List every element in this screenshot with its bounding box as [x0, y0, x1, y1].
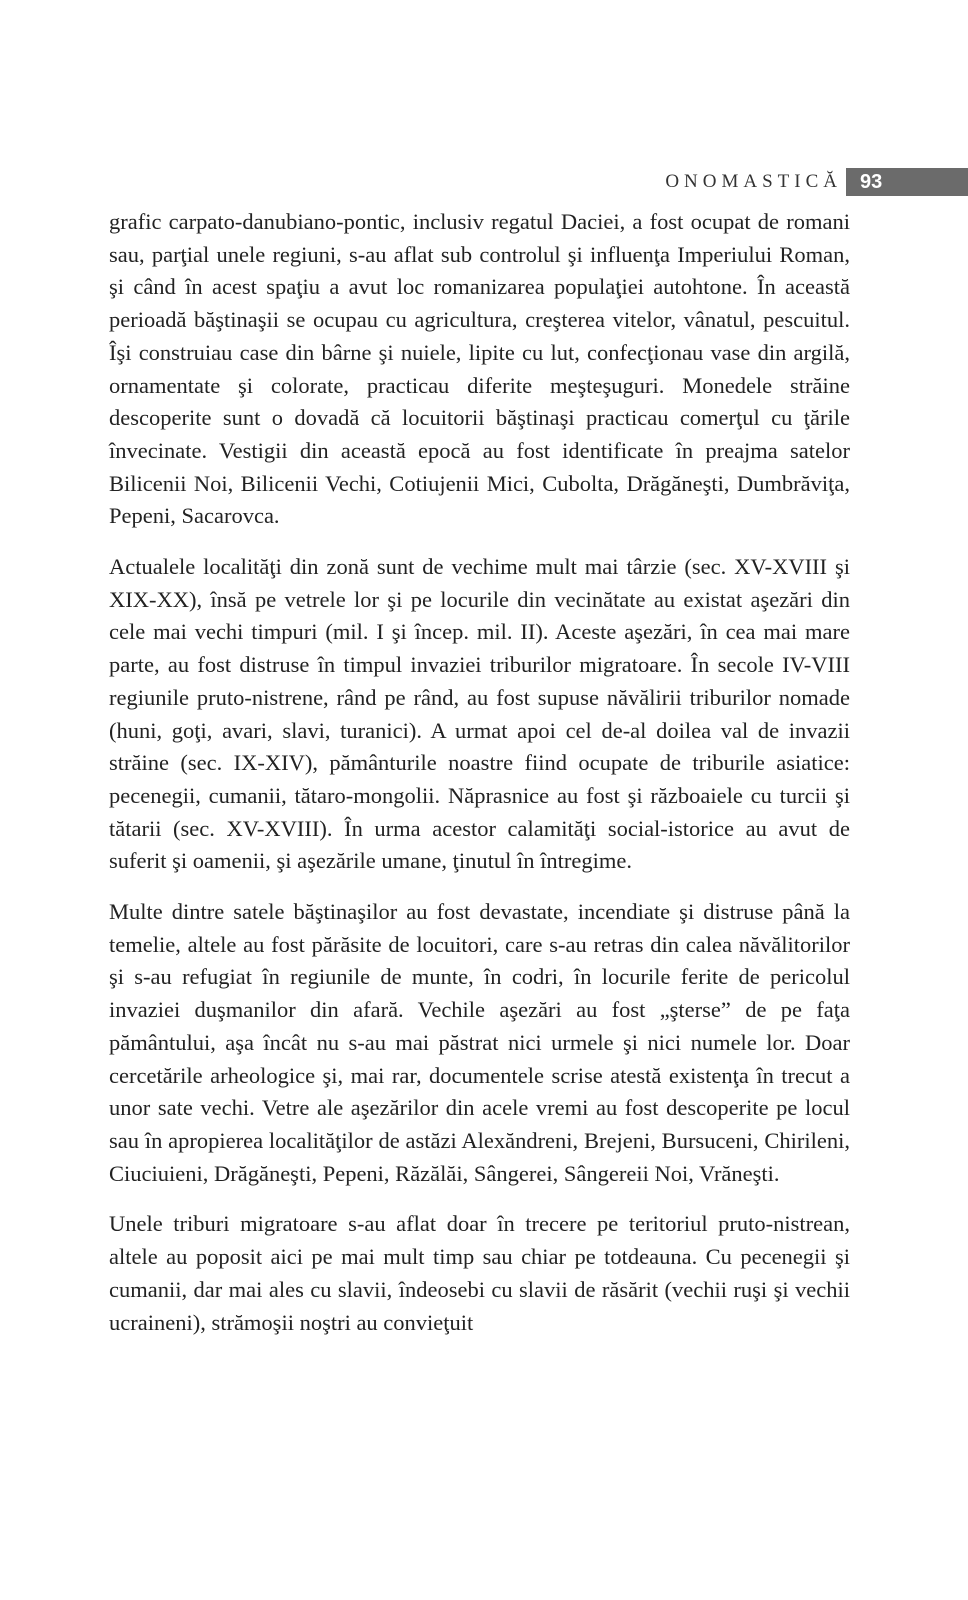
page-number-tab: [846, 168, 968, 196]
paragraph-1: grafic carpato-danubiano-pontic, inclusiv regatul Daciei, a fost ocupat de romani sau, parţial unele regiuni, s-au aflat sub controlul şi influenţa Imperiului Roman, şi când în acest spaţiu a avut loc romanizarea populaţiei autohtone. În această perioadă băştinaşii se ocupau cu agricultura, creşterea vitelor, vânatul, pescuitul. Îşi construiau case din bârne şi nuiele, lipite cu lut, confecţionau vase din argilă, ornamentate şi colorate, practicau diferite meşteşuguri. Monedele străine descoperite sunt o dovadă că locuitorii băştinaşi practicau comerţul cu ţările învecinate. Vestigii din această epocă au fost identificate în preajma satelor Bilicenii Noi, Bilicenii Vechi, Cotiujenii Mici, Cubolta, Drăgăneşti, Dumbrăviţa, Pepeni, Sacarovca.: [109, 209, 850, 529]
running-header: [0, 168, 968, 196]
paragraph-4: Unele triburi migratoare s-au aflat doar în trecere pe teritoriul pruto-nistrean, altele au poposit aici pe mai mult timp sau chiar pe totdeauna. Cu pecenegii şi cumanii, dar mai ales cu slavii, îndeosebi cu slavii de răsărit (vechii ruşi şi vechii ucraineni), strămoşii noştri au convieţuit: [109, 1211, 850, 1335]
paragraph-2: Actualele localităţi din zonă sunt de vechime mult mai târzie (sec. XV-XVIII şi XIX-XX), însă pe vetrele lor şi pe locurile din vecinătate au existat aşezări din cele mai vechi timpuri (mil. I şi încep. mil. II). Aceste aşezări, în cea mai mare parte, au fost distruse în timpul invaziei triburilor migratoare. În secole IV-VIII regiunile pruto-nistrene, rând pe rând, au fost supuse năvălirii triburilor nomade (huni, goţi, avari, slavi, turanici). A urmat apoi cel de-al doilea val de invazii străine (sec. IX-XIV), pământurile noastre fiind ocupate de triburile asiatice: pecenegii, cumanii, tătaro-mongolii. Năprasnice au fost şi războaiele cu turcii şi tătarii (sec. XV-XVIII). În urma acestor calamităţi social-istorice au avut de suferit şi oamenii, şi aşezările umane, ţinutul în întregime.: [109, 554, 850, 874]
page-number: 93: [860, 171, 883, 193]
body-text: [109, 206, 850, 1357]
paragraph-3: Multe dintre satele băştinaşilor au fost devastate, incendiate şi distruse până la temelie, altele au fost părăsite de locuitori, care s-au retras din calea năvălitorilor şi s-au refugiat în regiunile de munte, în codri, în locurile ferite de pericolul invaziei duşmanilor din afară. Vechile aşezări au fost „şterse” de pe faţa pământului, aşa încât nu s-au mai păstrat nici urmele şi nici numele lor. Doar cercetările arheologice şi, mai rar, documentele scrise atestă existenţa în trecut a unor sate vechi. Vetre ale aşezărilor din acele vremi au fost descoperite pe locul sau în apropierea localităţilor de astăzi Alexăndreni, Brejeni, Bursuceni, Chirileni, Ciuciuieni, Drăgăneşti, Pepeni, Răzălăi, Sângerei, Sângereii Noi, Vrăneşti.: [109, 899, 850, 1186]
section-title: ONOMASTICĂ: [665, 171, 842, 192]
